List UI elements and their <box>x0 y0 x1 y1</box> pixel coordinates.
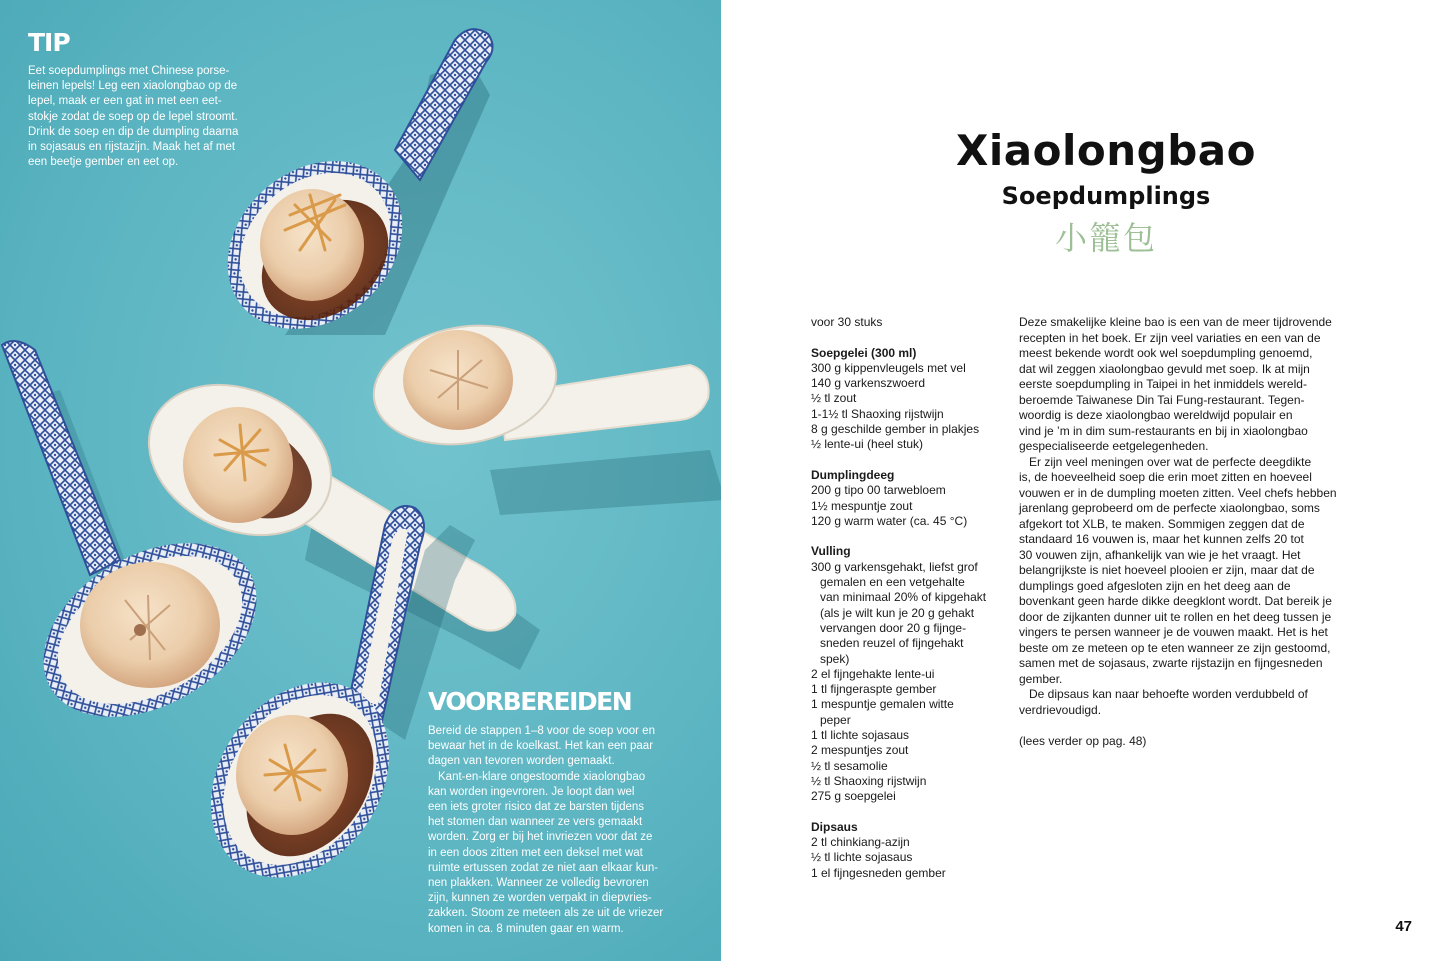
intro-line: Deze smakelijke kleine bao is een van de meer tijdrovende <box>1019 315 1332 329</box>
intro-line: 30 vouwen zijn, afhankelijk van wie je het vraagt. Het <box>1019 547 1301 562</box>
right-page <box>721 0 1440 961</box>
ingredient-item: ½ tl sesamolie <box>811 758 888 773</box>
recipe-subtitle: Soepdumplings <box>1001 182 1211 210</box>
intro-line: eerste soepdumpling in Taipei in het inmiddels wereld- <box>1019 377 1307 391</box>
ingredients-column <box>811 315 1011 881</box>
intro-line: afgekort tot XLB, te maken. Sommigen zeggen dat de <box>1019 516 1305 531</box>
ingredient-item: 120 g warm water (ca. 45 °C) <box>811 513 968 528</box>
ingredient-item: 1½ mespuntje zout <box>811 498 913 513</box>
intro-line: meest bekende wordt ook wel soepdumpling genoemd, <box>1019 346 1313 360</box>
intro-line: beroemde Taiwanese Din Tai Fung-restaurant. Tegen- <box>1019 392 1305 407</box>
prep-heading: VOORBEREIDEN <box>428 687 632 716</box>
intro-line: jarenlang geprobeerd om de perfecte xiaolongbao, soms <box>1019 501 1320 515</box>
intro-line: verdrievoudigd. <box>1019 702 1102 717</box>
ingredient-item: ½ tl zout <box>811 391 857 406</box>
ingredient-item: (als je wilt kun je 20 g gehakt <box>820 605 975 620</box>
page-number: 47 <box>1395 918 1412 935</box>
tip-heading: TIP <box>28 28 70 57</box>
ingredient-group-title: Dipsaus <box>811 819 858 834</box>
ingredient-item: sneden reuzel of fijngehakt <box>820 636 964 651</box>
ingredient-item: 140 g varkenszwoerd <box>811 376 926 391</box>
intro-line: gespecialiseerde eetgelegenheden. <box>1019 439 1209 453</box>
recipe-title: Xiaolongbao <box>956 126 1256 175</box>
recipe-chinese-title: 小籠包 <box>1054 219 1157 257</box>
ingredient-item: peper <box>820 712 851 727</box>
servings: voor 30 stuks <box>811 315 883 329</box>
prep-box <box>428 688 688 937</box>
ingredient-item: 1-1½ tl Shaoxing rijstwijn <box>811 406 944 421</box>
ingredient-item: vervangen door 20 g fijnge- <box>820 620 967 635</box>
intro-line: dumplings goed afgesloten zijn en het deeg aan de <box>1019 578 1291 593</box>
continued-note: (lees verder op pag. 48) <box>1019 733 1147 748</box>
intro-line: is, de hoeveelheid soep die erin moet zitten en hoeveel <box>1019 470 1312 484</box>
intro-line: dat wil zeggen xiaolongbao gevuld met soep. Ik at mijn <box>1019 361 1310 376</box>
ingredient-item: 275 g soepgelei <box>811 789 896 804</box>
intro-line: woordig is deze xiaolongbao wereldwijd populair en <box>1019 408 1293 422</box>
intro-line: recepten in het boek. Er zijn veel variaties en een van de <box>1019 330 1321 345</box>
ingredient-group-title: Vulling <box>811 544 851 559</box>
ingredient-item: 1 el fijngesneden gember <box>811 865 946 880</box>
ingredient-item: 8 g geschilde gember in plakjes <box>811 422 980 437</box>
ingredient-item: spek) <box>820 651 850 666</box>
ingredient-item: 1 tl fijngeraspte gember <box>811 682 937 697</box>
ingredient-group-title: Dumplingdeeg <box>811 467 895 482</box>
ingredient-item: 300 g kippenvleugels met vel <box>811 360 966 375</box>
ingredient-item: 2 tl chinkiang-azijn <box>811 835 910 850</box>
intro-line: samen met de sojasaus, zwarte rijstazijn en fijngesneden <box>1019 656 1323 670</box>
tip-text: Eet soepdumplings met Chinese porse- leinen lepels! Leg een xiaolongbao op de lepel, maak er een gat in met een eet- stokje zodat de soep op de lepel stroomt. Drink de soep en dip de dumpling daarna in sojasaus en rijstazijn. Maak het af met een beetje gember en eet op. <box>28 65 239 169</box>
ingredient-item: ½ lente-ui (heel stuk) <box>811 437 924 452</box>
ingredient-item: gemalen en een vetgehalte <box>820 575 965 590</box>
intro-line: De dipsaus kan naar behoefte worden verdubbeld of <box>1029 687 1308 701</box>
intro-line: standaard 16 vouwen is, maar het kunnen zelfs 20 tot <box>1019 532 1304 546</box>
ingredient-item: 1 tl lichte sojasaus <box>811 728 910 743</box>
ingredient-item: 1 mespuntje gemalen witte <box>811 697 954 712</box>
ingredient-item: ½ tl lichte sojasaus <box>811 850 913 865</box>
intro-column <box>1019 315 1361 749</box>
intro-line: belangrijkste is niet hoeveel plooien er zijn, maar dat de <box>1019 563 1315 577</box>
spoon-middle-right <box>364 312 721 515</box>
intro-line: door de zijkanten dunner uit te rollen en het deeg tussen je <box>1019 609 1332 624</box>
ingredient-item: van minimaal 20% of kipgehakt <box>820 590 987 605</box>
recipe-title-block <box>901 124 1311 258</box>
ingredient-item: ½ tl Shaoxing rijstwijn <box>811 773 927 788</box>
intro-line: Er zijn veel meningen over wat de perfecte deegdikte <box>1029 454 1312 469</box>
intro-line: gember. <box>1019 671 1063 686</box>
intro-line: bovenkant geen harde dikke deegklont wordt. Dat bereik je <box>1019 594 1332 608</box>
prep-text: Bereid de stappen 1–8 voor de soep voor en bewaar het in de koelkast. Het kan een paar dagen van tevoren worden gemaakt. Kant-en-klare ongestoomde xiaolongbao kan worden ingevroren. Je loopt dan wel een iets groter risico dat ze barsten tijdens het stomen dan wanneer ze vers gemaakt worden. Zorg er bij het invriezen voor dat ze in een doos zitten met een deksel met wat ruimte ertussen zodat ze niet aan elkaar kun- nen plakken. Wanneer ze volledig bevroren zijn, kunnen ze worden verpakt in diepvries- zakken. Stoom ze meteen als ze uit de vriezer komen in ca. 8 minuten gaar en warm. <box>428 725 664 935</box>
ingredient-item: 200 g tipo 00 tarwebloem <box>811 483 946 498</box>
tip-box <box>28 30 268 170</box>
ingredient-item: 2 el fijngehakte lente-ui <box>811 666 935 681</box>
ingredient-group-title: Soepgelei (300 ml) <box>811 345 917 360</box>
ingredient-item: 300 g varkensgehakt, liefst grof <box>811 559 978 574</box>
intro-line: vingers te persen wanneer je de vouwen maakt. Het is het <box>1019 625 1328 639</box>
intro-line: vind je ’m in dim sum-restaurants en bij in xiaolongbao <box>1019 423 1308 438</box>
intro-line: beste om ze meteen op te eten wanneer ze zijn gestoomd, <box>1019 640 1331 655</box>
ingredient-item: 2 mespuntjes zout <box>811 743 909 758</box>
intro-line: vouwen er in de dumpling moeten zitten. Veel chefs hebben <box>1019 485 1337 500</box>
